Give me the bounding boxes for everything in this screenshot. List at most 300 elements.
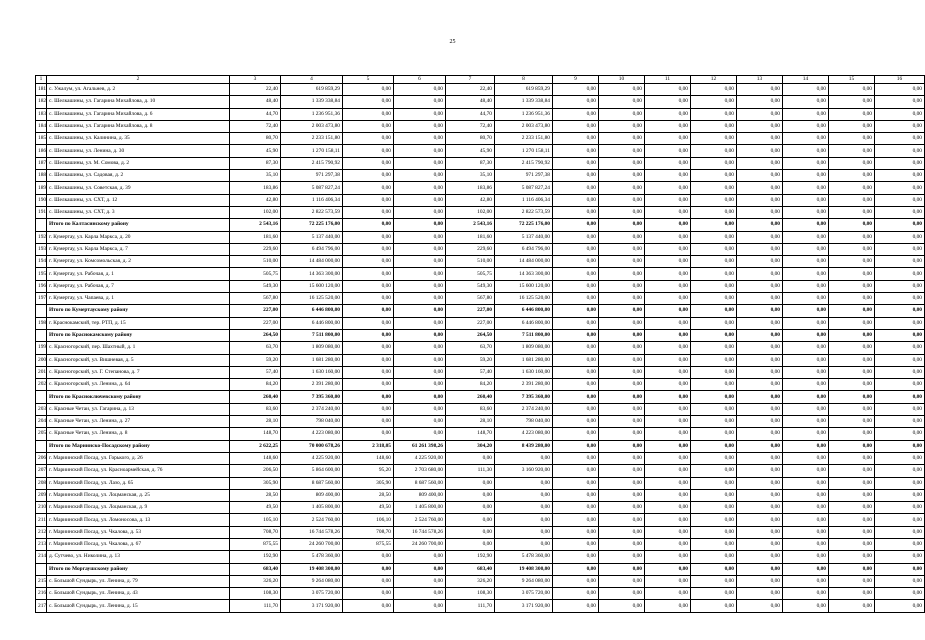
value-cell: 0,00	[599, 194, 645, 206]
value-cell: 0,00	[553, 206, 599, 218]
value-cell: 87,30	[230, 157, 281, 169]
value-cell: 0,00	[495, 452, 553, 464]
value-cell: 0,00	[783, 231, 829, 243]
value-cell: 0,00	[343, 329, 394, 341]
value-cell: 0,00	[829, 366, 875, 378]
value-cell: 0,00	[553, 489, 599, 501]
subtotal-row	[36, 391, 925, 403]
value-cell: 0,00	[343, 243, 394, 255]
value-cell: 0,00	[829, 428, 875, 440]
table-row	[36, 157, 925, 169]
value-cell: 0,00	[737, 366, 783, 378]
row-number: 203	[36, 403, 47, 415]
value-cell: 0,00	[691, 84, 737, 96]
value-cell: 2 822 573,59	[281, 206, 343, 218]
value-cell: 183,86	[230, 182, 281, 194]
value-cell: 0,00	[875, 477, 925, 489]
value-cell: 0,00	[599, 575, 645, 587]
address-cell: г. Мариинский Посад, ул. Чкалова, д. 67	[47, 538, 230, 550]
row-number: 195	[36, 268, 47, 280]
value-cell: 4 225 920,00	[281, 452, 343, 464]
value-cell: 0,00	[394, 206, 446, 218]
value-cell: 971 297,38	[281, 170, 343, 182]
value-cell: 0,00	[691, 465, 737, 477]
value-cell: 0,00	[875, 293, 925, 305]
value-cell: 0,00	[394, 231, 446, 243]
address-cell: с. Красногорский, пер. Шахтный, д. 1	[47, 342, 230, 354]
value-cell: 5 087 827,24	[281, 182, 343, 194]
column-number: 2	[47, 76, 230, 84]
value-cell: 0,00	[691, 391, 737, 403]
value-cell: 0,00	[495, 514, 553, 526]
value-cell: 305,90	[230, 477, 281, 489]
value-cell: 0,00	[645, 170, 691, 182]
value-cell: 28,50	[230, 489, 281, 501]
value-cell: 0,00	[599, 157, 645, 169]
table-row	[36, 428, 925, 440]
value-cell: 0,00	[875, 342, 925, 354]
value-cell: 0,00	[446, 514, 495, 526]
value-cell: 9 264 080,00	[495, 575, 553, 587]
table-row	[36, 145, 925, 157]
value-cell: 0,00	[553, 477, 599, 489]
table-row	[36, 84, 925, 96]
value-cell: 0,00	[343, 588, 394, 600]
value-cell: 0,00	[553, 120, 599, 132]
value-cell: 192,90	[446, 551, 495, 563]
value-cell: 505,75	[446, 268, 495, 280]
value-cell: 49,50	[343, 502, 394, 514]
value-cell: 0,00	[394, 588, 446, 600]
table-row	[36, 416, 925, 428]
value-cell: 0,00	[645, 391, 691, 403]
value-cell: 0,00	[553, 243, 599, 255]
value-cell: 0,00	[875, 231, 925, 243]
value-cell: 0,00	[645, 563, 691, 575]
value-cell: 0,00	[553, 379, 599, 391]
value-cell: 63,70	[446, 342, 495, 354]
value-cell: 0,00	[343, 575, 394, 587]
subtotal-row	[36, 440, 925, 452]
value-cell: 0,00	[599, 502, 645, 514]
value-cell: 0,00	[829, 465, 875, 477]
value-cell: 0,00	[394, 379, 446, 391]
value-cell: 0,00	[691, 96, 737, 108]
value-cell: 0,00	[343, 84, 394, 96]
value-cell: 0,00	[343, 206, 394, 218]
value-cell: 0,00	[645, 268, 691, 280]
value-cell: 0,00	[783, 108, 829, 120]
value-cell: 28,10	[446, 416, 495, 428]
value-cell: 0,00	[829, 293, 875, 305]
value-cell: 708,70	[230, 526, 281, 538]
value-cell: 0,00	[829, 551, 875, 563]
value-cell: 0,00	[343, 366, 394, 378]
value-cell: 0,00	[645, 342, 691, 354]
value-cell: 0,00	[875, 403, 925, 415]
value-cell: 0,00	[343, 157, 394, 169]
value-cell: 0,00	[875, 600, 925, 612]
value-cell: 0,00	[737, 452, 783, 464]
value-cell: 83,60	[446, 403, 495, 415]
value-cell: 264,50	[230, 329, 281, 341]
value-cell: 0,00	[394, 96, 446, 108]
value-cell: 0,00	[599, 206, 645, 218]
value-cell: 0,00	[737, 428, 783, 440]
value-cell: 0,00	[737, 465, 783, 477]
value-cell: 0,00	[829, 243, 875, 255]
value-cell: 0,00	[783, 342, 829, 354]
address-cell: г. Мариинский Посад, ул. Лазо, д. 65	[47, 477, 230, 489]
value-cell: 35,10	[446, 170, 495, 182]
value-cell: 0,00	[783, 96, 829, 108]
value-cell: 0,00	[737, 379, 783, 391]
value-cell: 0,00	[737, 243, 783, 255]
value-cell: 0,00	[553, 465, 599, 477]
value-cell: 875,55	[230, 538, 281, 550]
table-row	[36, 206, 925, 218]
value-cell: 0,00	[394, 194, 446, 206]
row-number	[36, 219, 47, 231]
value-cell: 0,00	[829, 268, 875, 280]
value-cell: 0,00	[829, 305, 875, 317]
value-cell: 0,00	[553, 514, 599, 526]
value-cell: 0,00	[599, 317, 645, 329]
value-cell: 0,00	[783, 428, 829, 440]
table-row	[36, 600, 925, 612]
budget-table	[35, 75, 925, 613]
row-number: 207	[36, 465, 47, 477]
value-cell: 0,00	[553, 268, 599, 280]
value-cell: 1 405 800,00	[394, 502, 446, 514]
address-cell: с. Красногорский, ул. Вишневая, д. 5	[47, 354, 230, 366]
value-cell: 0,00	[691, 452, 737, 464]
value-cell: 72,40	[230, 120, 281, 132]
value-cell: 0,00	[394, 182, 446, 194]
value-cell: 0,00	[737, 96, 783, 108]
value-cell: 0,00	[783, 514, 829, 526]
value-cell: 111,70	[446, 600, 495, 612]
value-cell: 0,00	[691, 280, 737, 292]
value-cell: 0,00	[599, 588, 645, 600]
row-number: 206	[36, 452, 47, 464]
value-cell: 1 630 160,00	[281, 366, 343, 378]
value-cell: 0,00	[599, 182, 645, 194]
value-cell: 0,00	[495, 489, 553, 501]
row-number	[36, 563, 47, 575]
table-row	[36, 379, 925, 391]
value-cell: 0,00	[645, 538, 691, 550]
value-cell: 0,00	[737, 268, 783, 280]
value-cell: 0,00	[343, 293, 394, 305]
address-cell: с. Шелкашины, ул. Калинина, д. 35	[47, 133, 230, 145]
value-cell: 0,00	[495, 502, 553, 514]
value-cell: 57,40	[230, 366, 281, 378]
value-cell: 0,00	[691, 440, 737, 452]
value-cell: 15 600 120,00	[495, 280, 553, 292]
value-cell: 0,00	[645, 157, 691, 169]
value-cell: 1 405 800,00	[281, 502, 343, 514]
table-row	[36, 477, 925, 489]
value-cell: 0,00	[829, 477, 875, 489]
address-cell: с. Красногорский, ул. Ленина, д. 64	[47, 379, 230, 391]
value-cell: 0,00	[783, 317, 829, 329]
value-cell: 0,00	[829, 256, 875, 268]
value-cell: 0,00	[783, 440, 829, 452]
value-cell: 510,00	[230, 256, 281, 268]
value-cell: 0,00	[599, 514, 645, 526]
value-cell: 9 264 080,00	[281, 575, 343, 587]
value-cell: 0,00	[599, 219, 645, 231]
value-cell: 14 363 300,00	[495, 268, 553, 280]
value-cell: 0,00	[737, 182, 783, 194]
value-cell: 0,00	[599, 280, 645, 292]
value-cell: 5 478 360,00	[281, 551, 343, 563]
value-cell: 0,00	[829, 489, 875, 501]
value-cell: 0,00	[737, 133, 783, 145]
value-cell: 0,00	[737, 120, 783, 132]
value-cell: 1 116 406,34	[495, 194, 553, 206]
value-cell: 0,00	[553, 416, 599, 428]
value-cell: 2 391 280,00	[495, 379, 553, 391]
value-cell: 2 415 790,92	[495, 157, 553, 169]
value-cell: 0,00	[875, 551, 925, 563]
value-cell: 80,70	[446, 133, 495, 145]
value-cell: 0,00	[829, 354, 875, 366]
value-cell: 683,40	[230, 563, 281, 575]
column-number: 15	[829, 76, 875, 84]
value-cell: 0,00	[737, 305, 783, 317]
address-cell: г. Кумертау, ул. Чапаева, д. 1	[47, 293, 230, 305]
value-cell: 0,00	[691, 575, 737, 587]
value-cell: 0,00	[829, 403, 875, 415]
value-cell: 4 225 920,00	[394, 452, 446, 464]
value-cell: 0,00	[691, 329, 737, 341]
value-cell: 0,00	[446, 477, 495, 489]
value-cell: 0,00	[553, 600, 599, 612]
value-cell: 0,00	[553, 551, 599, 563]
value-cell: 0,00	[343, 305, 394, 317]
value-cell: 61 261 398,26	[394, 440, 446, 452]
value-cell: 0,00	[691, 293, 737, 305]
row-number: 212	[36, 526, 47, 538]
value-cell: 0,00	[394, 256, 446, 268]
value-cell: 106,10	[343, 514, 394, 526]
value-cell: 0,00	[737, 440, 783, 452]
table-row	[36, 170, 925, 182]
value-cell: 264,50	[446, 329, 495, 341]
value-cell: 22,40	[446, 84, 495, 96]
value-cell: 0,00	[783, 305, 829, 317]
value-cell: 0,00	[394, 170, 446, 182]
value-cell: 0,00	[829, 108, 875, 120]
value-cell: 0,00	[691, 588, 737, 600]
value-cell: 72,40	[446, 120, 495, 132]
value-cell: 0,00	[783, 219, 829, 231]
value-cell: 0,00	[829, 575, 875, 587]
value-cell: 0,00	[783, 354, 829, 366]
value-cell: 183,86	[446, 182, 495, 194]
value-cell: 0,00	[691, 416, 737, 428]
value-cell: 0,00	[783, 416, 829, 428]
address-cell: с. Большой Сундырь, ул. Ленина, д. 43	[47, 588, 230, 600]
value-cell: 2 233 151,80	[495, 133, 553, 145]
value-cell: 15 600 120,00	[281, 280, 343, 292]
value-cell: 8 687 560,00	[281, 477, 343, 489]
value-cell: 0,00	[645, 96, 691, 108]
value-cell: 0,00	[394, 551, 446, 563]
column-number: 1	[36, 76, 47, 84]
row-number: 205	[36, 428, 47, 440]
value-cell: 0,00	[394, 403, 446, 415]
value-cell: 63,70	[230, 342, 281, 354]
value-cell: 6 494 796,00	[495, 243, 553, 255]
value-cell: 0,00	[875, 96, 925, 108]
value-cell: 0,00	[394, 354, 446, 366]
row-number: 196	[36, 280, 47, 292]
value-cell: 0,00	[645, 133, 691, 145]
value-cell: 0,00	[343, 354, 394, 366]
value-cell: 0,00	[394, 157, 446, 169]
value-cell: 0,00	[737, 575, 783, 587]
value-cell: 0,00	[783, 465, 829, 477]
value-cell: 0,00	[343, 96, 394, 108]
value-cell: 8 687 560,00	[394, 477, 446, 489]
column-number: 7	[446, 76, 495, 84]
value-cell: 2 374 240,00	[495, 403, 553, 415]
value-cell: 1 339 338,84	[495, 96, 553, 108]
row-number	[36, 391, 47, 403]
value-cell: 0,00	[737, 342, 783, 354]
value-cell: 0,00	[783, 551, 829, 563]
address-cell: с. Шелкашины, ул. СХТ, д. 12	[47, 194, 230, 206]
value-cell: 0,00	[829, 84, 875, 96]
address-cell: г. Мариинский Посад, ул. Лоцманская, д. 25	[47, 489, 230, 501]
value-cell: 0,00	[599, 354, 645, 366]
value-cell: 0,00	[829, 206, 875, 218]
value-cell: 0,00	[691, 403, 737, 415]
value-cell: 0,00	[737, 280, 783, 292]
value-cell: 260,40	[446, 391, 495, 403]
value-cell: 0,00	[783, 194, 829, 206]
table-row	[36, 354, 925, 366]
value-cell: 0,00	[783, 256, 829, 268]
value-cell: 6 446 800,00	[281, 305, 343, 317]
value-cell: 0,00	[783, 206, 829, 218]
value-cell: 0,00	[829, 182, 875, 194]
value-cell: 0,00	[394, 317, 446, 329]
value-cell: 549,30	[446, 280, 495, 292]
value-cell: 22,40	[230, 84, 281, 96]
value-cell: 0,00	[737, 108, 783, 120]
value-cell: 0,00	[737, 84, 783, 96]
value-cell: 0,00	[394, 108, 446, 120]
table-row	[36, 366, 925, 378]
value-cell: 3 075 720,00	[281, 588, 343, 600]
value-cell: 0,00	[645, 575, 691, 587]
value-cell: 0,00	[737, 256, 783, 268]
value-cell: 0,00	[691, 428, 737, 440]
value-cell: 0,00	[599, 329, 645, 341]
value-cell: 80,70	[230, 133, 281, 145]
value-cell: 0,00	[599, 551, 645, 563]
value-cell: 0,00	[829, 600, 875, 612]
value-cell: 0,00	[829, 145, 875, 157]
subtotal-row	[36, 329, 925, 341]
row-number: 190	[36, 194, 47, 206]
value-cell: 0,00	[691, 133, 737, 145]
value-cell: 0,00	[394, 391, 446, 403]
value-cell: 567,80	[446, 293, 495, 305]
address-cell: г. Кумертау, ул. Карла Маркса, д. 20	[47, 231, 230, 243]
value-cell: 0,00	[783, 379, 829, 391]
value-cell: 0,00	[645, 120, 691, 132]
value-cell: 0,00	[783, 145, 829, 157]
address-cell: с. Красные Четаи, ул. Ленина, д. 27	[47, 416, 230, 428]
value-cell: 0,00	[829, 231, 875, 243]
value-cell: 2 543,16	[230, 219, 281, 231]
value-cell: 7 511 800,00	[281, 329, 343, 341]
value-cell: 0,00	[875, 206, 925, 218]
value-cell: 0,00	[553, 96, 599, 108]
value-cell: 0,00	[875, 120, 925, 132]
value-cell: 0,00	[783, 329, 829, 341]
value-cell: 0,00	[394, 293, 446, 305]
address-cell: г. Кумертау, ул. Рабочая, д. 1	[47, 268, 230, 280]
value-cell: 48,40	[446, 96, 495, 108]
value-cell: 2 003 473,80	[281, 120, 343, 132]
value-cell: 4 223 080,00	[495, 428, 553, 440]
value-cell: 0,00	[737, 170, 783, 182]
value-cell: 84,20	[230, 379, 281, 391]
value-cell: 0,00	[394, 575, 446, 587]
value-cell: 108,30	[446, 588, 495, 600]
value-cell: 0,00	[829, 452, 875, 464]
value-cell: 0,00	[599, 120, 645, 132]
value-cell: 1 809 080,00	[495, 342, 553, 354]
address-cell: г. Мариинский Посад, ул. Лоцманская, д. 9	[47, 502, 230, 514]
value-cell: 0,00	[645, 231, 691, 243]
value-cell: 0,00	[599, 563, 645, 575]
value-cell: 0,00	[553, 575, 599, 587]
value-cell: 0,00	[829, 514, 875, 526]
value-cell: 0,00	[553, 526, 599, 538]
value-cell: 0,00	[875, 428, 925, 440]
value-cell: 111,70	[230, 600, 281, 612]
value-cell: 0,00	[645, 243, 691, 255]
value-cell: 0,00	[446, 526, 495, 538]
value-cell: 0,00	[691, 526, 737, 538]
row-number: 197	[36, 293, 47, 305]
value-cell: 0,00	[553, 428, 599, 440]
value-cell: 0,00	[783, 293, 829, 305]
value-cell: 0,00	[599, 452, 645, 464]
value-cell: 305,90	[343, 477, 394, 489]
value-cell: 0,00	[783, 575, 829, 587]
value-cell: 72 225 176,00	[281, 219, 343, 231]
value-cell: 2 003 473,80	[495, 120, 553, 132]
value-cell: 0,00	[875, 379, 925, 391]
value-cell: 0,00	[553, 440, 599, 452]
column-number: 16	[875, 76, 925, 84]
value-cell: 102,00	[230, 206, 281, 218]
value-cell: 0,00	[599, 489, 645, 501]
row-number	[36, 305, 47, 317]
value-cell: 7 511 800,00	[495, 329, 553, 341]
value-cell: 1 339 338,84	[281, 96, 343, 108]
value-cell: 809 400,00	[394, 489, 446, 501]
value-cell: 0,00	[553, 452, 599, 464]
